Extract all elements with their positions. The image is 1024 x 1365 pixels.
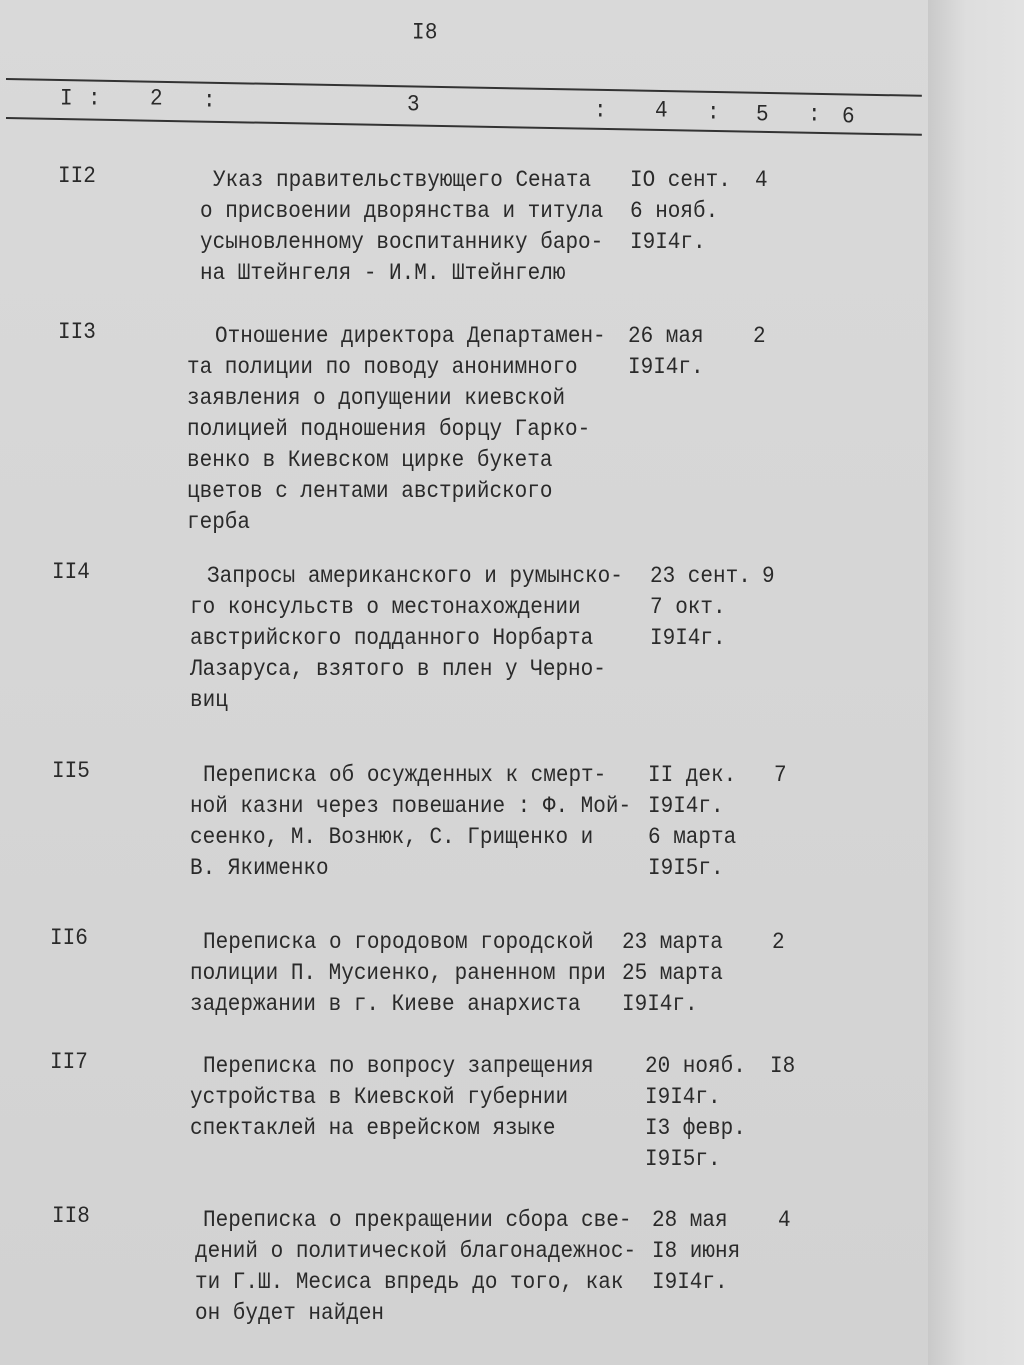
entry-number: II8 xyxy=(52,1204,90,1230)
entry-description-line: устройства в Киевской губернии xyxy=(190,1085,569,1111)
entry-description-line: о присвоении дворянства и титула xyxy=(200,199,604,225)
entry-date-line: 25 марта xyxy=(622,961,723,987)
col-2-label: 2 xyxy=(150,86,163,113)
entry-description-line: полицией подношения борцу Гарко- xyxy=(187,417,591,443)
entry-sheet-count: 7 xyxy=(774,763,787,789)
entry-description-line: Запросы американского и румынско- xyxy=(207,564,623,590)
entry-description-line: Отношение директора Департамен- xyxy=(215,324,606,350)
entry-date-line: I9I4г. xyxy=(652,1270,728,1296)
entry-description-line: цветов с лентами австрийского xyxy=(187,479,553,505)
entry-sheet-count: 9 xyxy=(762,564,775,590)
entry-date-line: 20 нояб. xyxy=(645,1054,746,1080)
entry-date-line: 6 марта xyxy=(648,825,737,851)
col-3-label: 3 xyxy=(407,92,420,119)
col-5-label: 5 xyxy=(756,102,769,129)
entry-description-line: Лазаруса, взятого в плен у Черно- xyxy=(190,657,606,683)
entry-date-line: II дек. xyxy=(648,763,737,789)
entry-sheet-count: 4 xyxy=(778,1208,791,1234)
entry-date-line: I9I4г. xyxy=(650,626,726,652)
entry-date-line: I9I4г. xyxy=(622,992,698,1018)
entry-number: II3 xyxy=(58,320,96,346)
entry-description-line: Переписка о городовом городской xyxy=(203,930,594,956)
entry-date-line: 26 мая xyxy=(628,324,704,350)
entry-description-line: венко в Киевском цирке букета xyxy=(187,448,553,474)
entry-description-line: полиции П. Мусиенко, раненном при xyxy=(190,961,606,987)
entry-sheet-count: I8 xyxy=(770,1054,796,1080)
entry-description-line: Указ правительствующего Сената xyxy=(213,168,592,194)
entry-description-line: герба xyxy=(187,510,251,536)
page-number: I8 xyxy=(412,20,438,47)
entry-number: II7 xyxy=(50,1050,88,1076)
entry-description-line: та полиции по поводу анонимного xyxy=(187,355,578,381)
entry-date-line: 6 нояб. xyxy=(630,199,719,225)
entry-description-line: австрийского подданного Норбарта xyxy=(190,626,594,652)
entry-description-line: виц xyxy=(190,688,228,714)
entry-description-line: на Штейнгеля - И.М. Штейнгелю xyxy=(200,261,566,287)
entry-description-line: Переписка по вопросу запрещения xyxy=(203,1054,594,1080)
col-separator: : xyxy=(594,98,607,125)
entry-description-line: Переписка об осужденных к смерт- xyxy=(203,763,607,789)
entry-date-line: IO сент. xyxy=(630,168,731,194)
entry-description-line: ной казни через повешание : Ф. Мой- xyxy=(190,794,632,820)
entry-number: II4 xyxy=(52,560,90,586)
col-4-label: 4 xyxy=(655,98,668,125)
entry-date-line: 7 окт. xyxy=(650,595,726,621)
entry-sheet-count: 4 xyxy=(755,168,768,194)
entry-description-line: сеенко, М. Вознюк, С. Грищенко и xyxy=(190,825,594,851)
col-separator: : xyxy=(707,100,720,127)
entry-description-line: Переписка о прекращении сбора све- xyxy=(203,1208,632,1234)
entry-number: II5 xyxy=(52,759,90,785)
entry-number: II6 xyxy=(50,926,88,952)
col-separator: : xyxy=(808,102,821,129)
entry-date-line: 23 марта xyxy=(622,930,723,956)
entry-description-line: спектаклей на еврейском языке xyxy=(190,1116,556,1142)
entry-sheet-count: 2 xyxy=(753,324,766,350)
entry-date-line: I9I4г. xyxy=(645,1085,721,1111)
entry-date-line: I8 июня xyxy=(652,1239,741,1265)
col-separator: : xyxy=(203,88,216,115)
entry-description-line: дений о политической благонадежнос- xyxy=(195,1239,637,1265)
entry-date-line: I9I4г. xyxy=(648,794,724,820)
entry-description-line: заявления о допущении киевской xyxy=(187,386,566,412)
entry-date-line: I9I4г. xyxy=(628,355,704,381)
entry-date-line: I9I4г. xyxy=(630,230,706,256)
col-6-label: 6 xyxy=(842,104,855,131)
col-1-label: I xyxy=(60,86,73,113)
entry-date-line: 28 мая xyxy=(652,1208,728,1234)
entry-description-line: усыновленному воспитаннику баро- xyxy=(200,230,604,256)
page-edge xyxy=(928,0,1024,1365)
entry-number: II2 xyxy=(58,164,96,190)
entry-sheet-count: 2 xyxy=(772,930,785,956)
entry-date-line: I3 февр. xyxy=(645,1116,746,1142)
col-separator: : xyxy=(88,86,101,113)
entry-date-line: I9I5г. xyxy=(648,856,724,882)
entry-description-line: ти Г.Ш. Месиса впредь до того, как xyxy=(195,1270,624,1296)
entry-description-line: В. Якименко xyxy=(190,856,329,882)
entry-date-line: 23 сент. xyxy=(650,564,751,590)
entry-description-line: задержании в г. Киеве анархиста xyxy=(190,992,581,1018)
entry-description-line: он будет найден xyxy=(195,1301,385,1327)
entry-date-line: I9I5г. xyxy=(645,1147,721,1173)
entry-description-line: го консульств о местонахождении xyxy=(190,595,581,621)
